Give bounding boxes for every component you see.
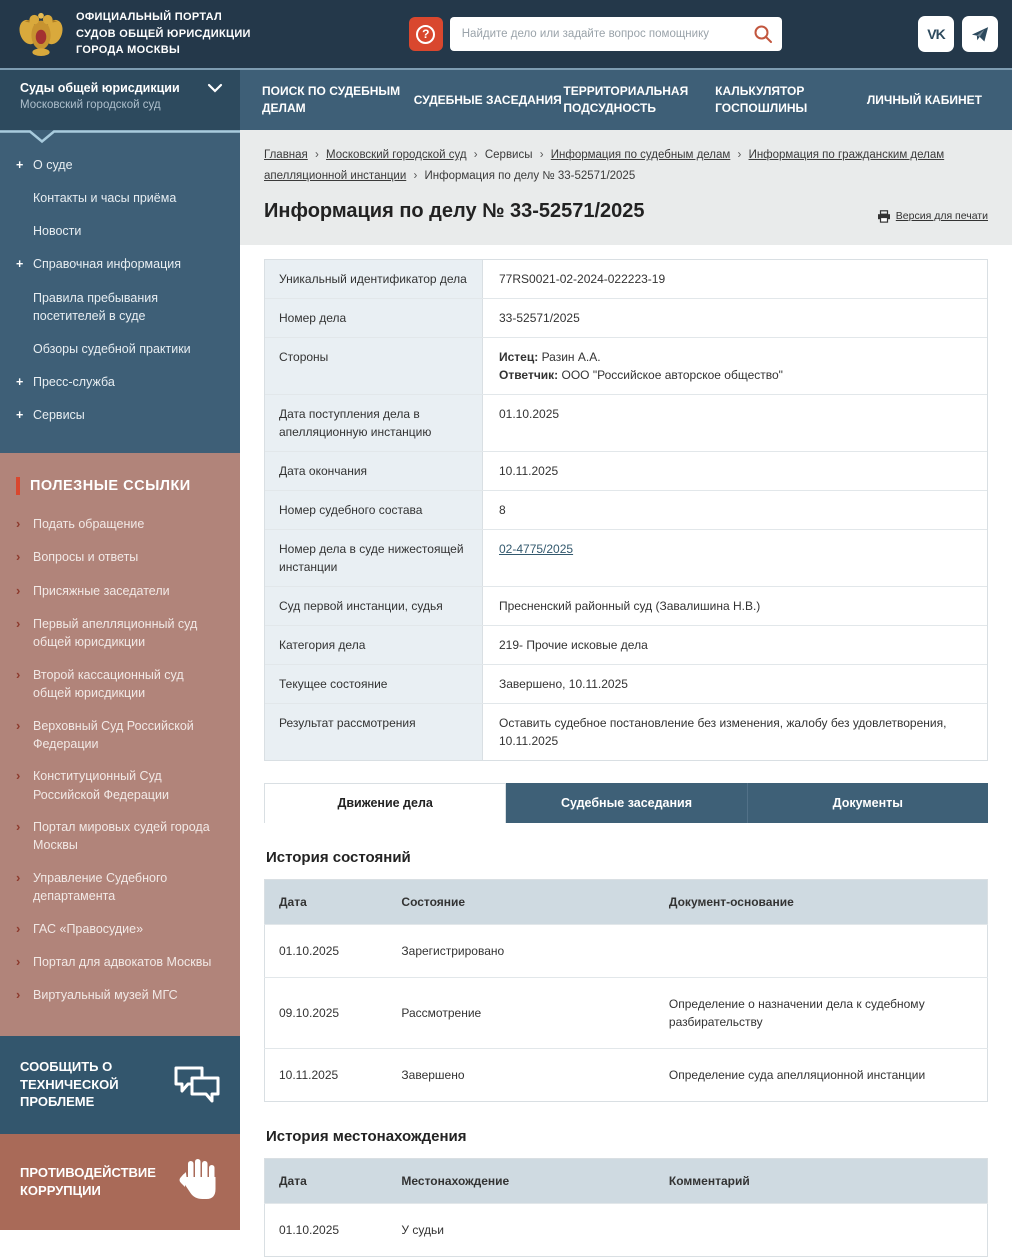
history-states-table bbox=[264, 879, 988, 1102]
chevron-right-icon: › bbox=[16, 954, 21, 969]
vk-button[interactable] bbox=[918, 16, 954, 52]
table-row: 01.10.2025 Зарегистрировано bbox=[265, 924, 988, 977]
selector-pointer-notch bbox=[0, 130, 240, 143]
chevron-right-icon: › bbox=[16, 582, 21, 598]
breadcrumb-separator: › bbox=[539, 149, 544, 161]
nav-item-fee-calculator[interactable]: КАЛЬКУЛЯТОР ГОСПОШЛИНЫ bbox=[715, 84, 808, 115]
sidebar-item-contacts[interactable] bbox=[16, 189, 222, 207]
useful-links-header bbox=[16, 477, 222, 495]
nav-item-hearings[interactable]: СУДЕБНЫЕ ЗАСЕДАНИЯ bbox=[413, 92, 562, 107]
vk-icon: VK bbox=[927, 26, 945, 42]
lower-court-case-link[interactable]: 02-4775/2025 bbox=[499, 541, 574, 556]
portal-brand bbox=[18, 9, 251, 59]
sidebar-item-label: Контакты и часы приёма bbox=[33, 191, 177, 206]
sidebar-item-press-service[interactable] bbox=[16, 373, 222, 391]
chevron-right-icon: › bbox=[16, 768, 21, 784]
telegram-icon bbox=[970, 24, 990, 44]
info-row-parties: Стороны Истец: Разин А.А. Ответчик: ООО "Российское авторское общество" bbox=[265, 338, 987, 395]
print-button[interactable] bbox=[877, 210, 988, 223]
search-area bbox=[409, 17, 782, 51]
print-label: Версия для печати bbox=[895, 210, 988, 223]
history-states-title: История состояний bbox=[266, 848, 411, 866]
info-row-first-instance-court: Суд первой инстанции, судья Пресненский районный суд (Завалишина Н.В.) bbox=[265, 587, 987, 626]
breadcrumb-link-home[interactable]: Главная bbox=[264, 149, 308, 161]
chevron-right-icon: › bbox=[16, 616, 21, 632]
sidebar-item-label: Пресс-служба bbox=[33, 374, 115, 389]
sidebar-item-reference-info[interactable] bbox=[16, 255, 222, 273]
anti-corruption-button[interactable] bbox=[0, 1134, 240, 1230]
breadcrumb-link-city-court[interactable]: Московский городской суд bbox=[326, 149, 467, 161]
info-row-uid: Уникальный идентификатор дела 77RS0021-02-2024-022223-19 bbox=[265, 260, 987, 299]
case-info-table bbox=[264, 259, 988, 761]
table-row: 01.10.2025 У судьи bbox=[265, 1203, 988, 1256]
chevron-down-icon bbox=[208, 84, 222, 93]
nav-item-jurisdiction[interactable]: ТЕРРИТОРИАЛЬНАЯ ПОДСУДНОСТЬ bbox=[563, 84, 689, 115]
search-box bbox=[450, 17, 782, 51]
breadcrumb-item-services: Сервисы bbox=[484, 149, 533, 161]
breadcrumb-separator: › bbox=[413, 170, 418, 183]
main-navigation bbox=[0, 68, 1012, 130]
coat-of-arms-icon bbox=[18, 9, 64, 59]
main-content bbox=[240, 130, 1012, 1237]
useful-link-gas-pravosudie[interactable]: › ГАС «Правосудие» bbox=[16, 920, 222, 939]
tab-case-movement[interactable]: Движение дела bbox=[264, 783, 506, 823]
sidebar-item-about-court[interactable] bbox=[16, 156, 222, 174]
plus-icon: + bbox=[16, 257, 24, 272]
useful-link-magistrates-portal[interactable]: › Портал мировых судей города Москвы bbox=[16, 818, 222, 854]
info-row-result: Результат рассмотрения Оставить судебное постановление без изменения, жалобу без удовлетворения, 10.11.2025 bbox=[265, 704, 987, 760]
sidebar-item-practice-reviews[interactable] bbox=[16, 340, 222, 358]
breadcrumb-link-case-info[interactable]: Информация по судебным делам bbox=[550, 149, 731, 161]
sidebar-item-label: Правила пребывания посетителей в суде bbox=[33, 290, 159, 323]
page-title: Информация по делу № 33-52571/2025 bbox=[264, 199, 645, 222]
telegram-button[interactable] bbox=[962, 16, 998, 52]
printer-icon bbox=[877, 210, 891, 223]
sidebar bbox=[0, 130, 240, 1198]
plaintiff-line: Истец: Разин А.А. bbox=[499, 349, 601, 364]
tab-documents[interactable]: Документы bbox=[748, 783, 988, 823]
table-row: 09.10.2025 Рассмотрение Определение о назначении дела к судебному разбирательству bbox=[265, 977, 988, 1048]
chevron-right-icon: › bbox=[16, 717, 21, 733]
useful-link-judicial-department[interactable]: › Управление Судебного департамента bbox=[16, 869, 222, 905]
case-content bbox=[240, 245, 1012, 1257]
useful-link-constitutional-court[interactable]: › Конституционный Суд Российской Федерации bbox=[16, 767, 222, 803]
chat-bubbles-icon bbox=[172, 1064, 222, 1106]
table-header-row: Дата Местонахождение Комментарий bbox=[265, 1158, 988, 1203]
info-row-receipt-date: Дата поступления дела в апелляционную инстанцию 01.10.2025 bbox=[265, 395, 987, 452]
chevron-right-icon: › bbox=[16, 869, 21, 885]
useful-link-second-cassation-court[interactable]: › Второй кассационный суд общей юрисдикции bbox=[16, 666, 222, 702]
useful-link-jurors[interactable]: › Присяжные заседатели bbox=[16, 582, 222, 601]
court-selector-value: Московский городской суд bbox=[20, 99, 161, 111]
search-input[interactable] bbox=[462, 28, 752, 40]
court-selector-label: Суды общей юрисдикции bbox=[20, 81, 180, 95]
useful-links-section bbox=[0, 453, 240, 1036]
info-row-end-date: Дата окончания 10.11.2025 bbox=[265, 452, 987, 491]
report-problem-button[interactable] bbox=[0, 1036, 240, 1134]
useful-link-lawyers-portal[interactable]: › Портал для адвокатов Москвы bbox=[16, 953, 222, 972]
useful-link-supreme-court[interactable]: › Верховный Суд Российской Федерации bbox=[16, 717, 222, 753]
sidebar-item-news[interactable] bbox=[16, 222, 222, 240]
info-row-lower-court-number: Номер дела в суде нижестоящей инстанции 02-4775/2025 bbox=[265, 530, 987, 587]
useful-link-submit-appeal[interactable]: › Подать обращение bbox=[16, 515, 222, 534]
sidebar-item-services[interactable] bbox=[16, 406, 222, 424]
sidebar-item-label: Справочная информация bbox=[33, 257, 182, 272]
social-buttons bbox=[918, 16, 998, 52]
anti-corruption-label: ПРОТИВОДЕЙСТВИЕ КОРРУПЦИИ bbox=[20, 1165, 156, 1198]
history-location-table bbox=[264, 1158, 988, 1257]
chevron-right-icon: › bbox=[16, 987, 21, 1003]
table-header-row: Дата Состояние Документ-основание bbox=[265, 879, 988, 924]
sidebar-item-label: О суде bbox=[33, 158, 73, 172]
court-selector[interactable] bbox=[0, 70, 240, 130]
question-icon: ? bbox=[416, 25, 435, 44]
plus-icon: + bbox=[16, 408, 24, 422]
sidebar-item-label: Обзоры судебной практики bbox=[33, 341, 191, 356]
info-row-panel-number: Номер судебного состава 8 bbox=[265, 491, 987, 530]
page-head bbox=[240, 130, 1012, 245]
breadcrumb-separator: › bbox=[737, 149, 742, 161]
history-location-title: История местонахождения bbox=[266, 1127, 467, 1145]
plus-icon: + bbox=[16, 374, 24, 389]
breadcrumb bbox=[264, 145, 988, 188]
chevron-right-icon: › bbox=[16, 666, 21, 682]
chevron-right-icon: › bbox=[16, 549, 21, 565]
defendant-line: Ответчик: ООО "Российское авторское общество" bbox=[499, 367, 783, 382]
info-row-current-state: Текущее состояние Завершено, 10.11.2025 bbox=[265, 665, 987, 704]
useful-link-faq[interactable]: › Вопросы и ответы bbox=[16, 548, 222, 567]
breadcrumb-separator: › bbox=[314, 149, 319, 161]
search-button[interactable] bbox=[752, 23, 774, 45]
nav-items bbox=[240, 70, 1012, 130]
nav-item-case-search[interactable]: ПОИСК ПО СУДЕБНЫМ ДЕЛАМ bbox=[262, 84, 401, 115]
case-tabs bbox=[264, 783, 988, 823]
sidebar-item-label: Сервисы bbox=[33, 408, 85, 422]
sidebar-item-visitor-rules[interactable] bbox=[16, 289, 222, 325]
chevron-right-icon: › bbox=[16, 920, 21, 936]
info-row-case-number: Номер дела 33-52571/2025 bbox=[265, 299, 987, 338]
red-accent-bar bbox=[16, 477, 20, 495]
chevron-right-icon: › bbox=[16, 819, 21, 835]
stop-hand-icon bbox=[178, 1159, 222, 1205]
breadcrumb-separator: › bbox=[473, 149, 478, 161]
top-header bbox=[0, 0, 1012, 68]
useful-link-first-appellate-court[interactable]: › Первый апелляционный суд общей юрисдикции bbox=[16, 615, 222, 651]
breadcrumb-current: Информация по делу № 33-52571/2025 bbox=[424, 170, 636, 183]
sidebar-menu bbox=[0, 130, 240, 453]
help-button[interactable] bbox=[409, 17, 443, 51]
sidebar-item-label: Новости bbox=[33, 224, 82, 239]
table-row: 10.11.2025 Завершено Определение суда апелляционной инстанции bbox=[265, 1048, 988, 1101]
useful-links-title: ПОЛЕЗНЫЕ ССЫЛКИ bbox=[30, 478, 191, 495]
report-problem-label: СООБЩИТЬ О ТЕХНИЧЕСКОЙ ПРОБЛЕМЕ bbox=[20, 1059, 119, 1110]
portal-title: ОФИЦИАЛЬНЫЙ ПОРТАЛ СУДОВ ОБЩЕЙ ЮРИСДИКЦИИ ГОРОДА МОСКВЫ bbox=[76, 11, 251, 57]
nav-item-personal-account[interactable]: ЛИЧНЫЙ КАБИНЕТ bbox=[866, 92, 982, 107]
useful-link-virtual-museum[interactable]: › Виртуальный музей МГС bbox=[16, 986, 222, 1005]
breadcrumb-link-civil-appeals[interactable]: Информация по гражданским делам апелляционной инстанции bbox=[264, 149, 945, 183]
tab-hearings[interactable]: Судебные заседания bbox=[506, 783, 747, 823]
search-icon bbox=[752, 23, 774, 45]
plus-icon: + bbox=[16, 158, 24, 172]
info-row-category: Категория дела 219- Прочие исковые дела bbox=[265, 626, 987, 665]
chevron-right-icon: › bbox=[16, 516, 21, 532]
